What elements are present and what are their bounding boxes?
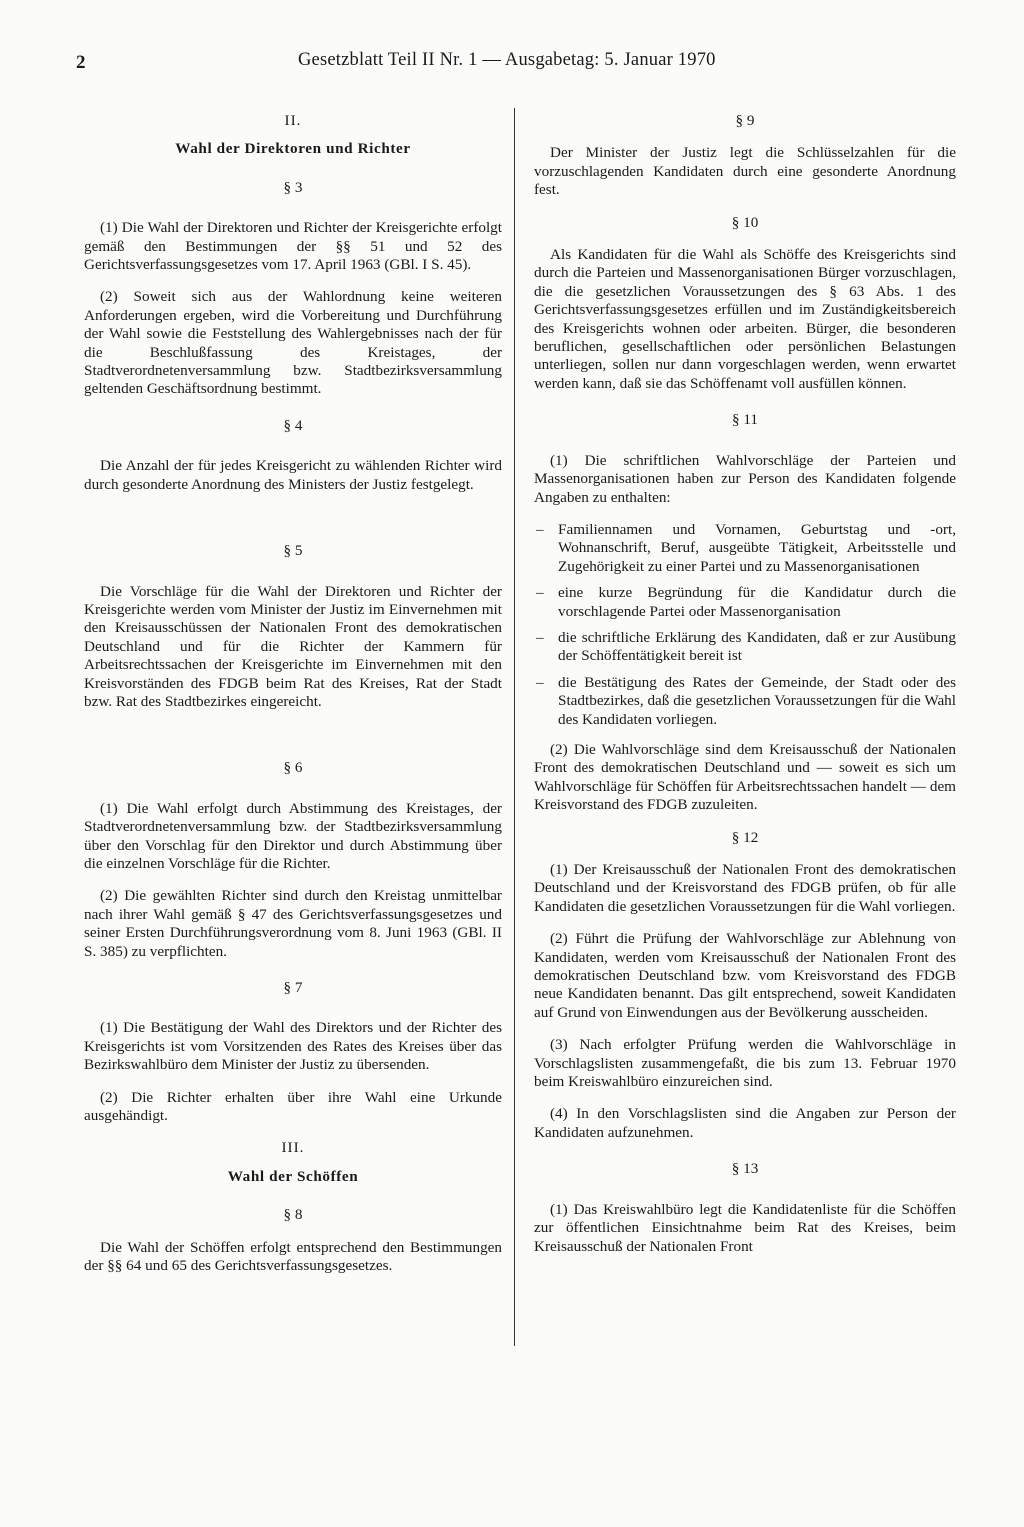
paragraph: (2) Die Richter erhalten über ihre Wahl eine Urkunde ausgehändigt. <box>84 1088 502 1125</box>
right-column <box>534 112 956 1270</box>
section-heading: § 12 <box>731 828 759 846</box>
list-item: – die schriftliche Erklärung des Kandidaten, daß er zur Ausübung der Schöffentätigkeit bereit ist <box>534 629 956 666</box>
paragraph: (1) Die Bestätigung der Wahl des Direktors und der Richter des Kreisgerichts ist vom Vorsitzenden des Rates des Kreises über das Bezirkswahlbüro dem Minister der Justiz zu übersenden. <box>84 1019 502 1074</box>
paragraph: Als Kandidaten für die Wahl als Schöffe des Kreisgerichts sind durch die Parteien und Massenorganisationen Bürger vorzuschlagen, die die gesetzlichen Voraussetzungen des § 63 Abs. 1 des Gerichtsverfassungsgesetzes erfüllen und im Zuständigkeitsbereich des Kreisgerichts wohnen oder arbeiten. Bürger, die besonderen beruflichen, gesellschaftlichen oder persönlichen Belastungen unterliegen, sollen nur dann vorgeschlagen werden, wenn erwartet werden kann, daß sie das Schöffenamt voll ausfüllen können. <box>534 246 956 392</box>
part-title: Wahl der Schöffen <box>227 1167 359 1185</box>
paragraph: Die Anzahl der für jedes Kreisgericht zu wählenden Richter wird durch gesonderte Anordnung des Ministers der Justiz festgelegt. <box>84 457 502 493</box>
spacer <box>84 508 502 524</box>
spacer <box>84 725 502 741</box>
running-head: Gesetzblatt Teil II Nr. 1 — Ausgabetag: 5. Januar 1970 <box>298 50 716 70</box>
part-numeral: III. <box>281 1139 305 1157</box>
section-heading: § 11 <box>731 411 758 429</box>
paragraph: Der Minister der Justiz legt die Schlüsselzahlen für die vorzuschlagenden Kandidaten durch eine gesonderte Anordnung fest. <box>534 144 956 199</box>
part-title: Wahl der Direktoren und Richter <box>175 140 411 158</box>
section-heading: § 9 <box>735 112 755 129</box>
list-item: – die Bestätigung des Rates der Gemeinde, der Stadt oder des Stadtbezirkes, daß die gesetzlichen Voraussetzungen für die Wahl des Kandidaten vorliegen. <box>534 674 956 729</box>
section-heading: § 4 <box>283 416 303 434</box>
paragraph: (4) In den Vorschlagslisten sind die Angaben zur Person der Kandidaten aufzunehmen. <box>534 1105 956 1141</box>
column-divider <box>514 108 515 1346</box>
paragraph: (1) Die Wahl erfolgt durch Abstimmung des Kreistages, der Stadtverordnetenversammlung bzw. der Stadtbezirksversammlung über den Vorschlag für den Direktor und durch Abstimmung über die einzelnen Vorschläge für die Richter. <box>84 799 502 872</box>
paragraph: (2) Soweit sich aus der Wahlordnung keine weiteren Anforderungen ergeben, wird die Vorbereitung und Durchführung der Wahl sowie die Feststellung des Wahlergebnisses nach der für die Beschlußfassung des Kreistages, der Stadtverordnetenversammlung bzw. Stadtbezirksversammlung geltenden Geschäftsordnung bestimmt. <box>84 288 502 398</box>
page-header <box>76 48 956 78</box>
page-number: 2 <box>76 52 86 73</box>
paragraph: Die Vorschläge für die Wahl der Direktoren und Richter der Kreisgerichte werden vom Minister der Justiz im Einvernehmen mit den Kreisausschüssen der Nationalen Front des demokratischen Deutschland und für die Richter der Kammern für Arbeitsrechtssachen der Kreisgerichte im Einvernehmen mit den Kreisvorständen des FDGB beim Rat des Kreises, Rat der Stadt bzw. Rat des Stadtbezirkes eingereicht. <box>84 582 502 710</box>
section-heading: § 10 <box>731 213 759 231</box>
paragraph: (1) Das Kreiswahlbüro legt die Kandidatenliste für die Schöffen zur öffentlichen Einsichtnahme beim Rat des Kreises, beim Kreisausschuß der Nationalen Front <box>534 1200 956 1255</box>
requirements-list <box>534 521 956 729</box>
list-item: – Familiennamen und Vornamen, Geburtstag und -ort, Wohnanschrift, Beruf, ausgeübte Tätigkeit, Arbeitsstelle und Zugehörigkeit zu einer Partei und zu Massenorganisationen <box>534 521 956 576</box>
section-heading: § 13 <box>731 1160 759 1178</box>
section-heading: § 5 <box>283 542 303 560</box>
part-numeral: II. <box>284 112 302 129</box>
left-column <box>84 112 502 1289</box>
list-item: – eine kurze Begründung für die Kandidatur durch die vorschlagende Partei oder Massenorganisation <box>534 584 956 621</box>
paragraph: (1) Die schriftlichen Wahlvorschläge der Parteien und Massenorganisationen haben zur Person des Kandidaten folgende Angaben zu enthalten: <box>534 451 956 506</box>
paragraph: (2) Führt die Prüfung der Wahlvorschläge zur Ablehnung von Kandidaten, werden vom Kreisausschuß der Nationalen Front des demokratischen Deutschland bzw. vom Kreisvorstand des FDGB neue Kandidaten benannt. Das gilt entsprechend, soweit Kandidaten auf Grund von Einwendungen aus der Bevölkerung ausscheiden. <box>534 930 956 1021</box>
paragraph: (1) Die Wahl der Direktoren und Richter der Kreisgerichte erfolgt gemäß den Bestimmungen der §§ 51 und 52 des Gerichtsverfassungsgesetzes vom 17. April 1963 (GBl. I S. 45). <box>84 219 502 274</box>
section-heading: § 7 <box>283 979 303 996</box>
section-heading: § 6 <box>283 759 303 777</box>
paragraph: (2) Die Wahlvorschläge sind dem Kreisausschuß der Nationalen Front des demokratischen Deutschland und — soweit es sich um Wahlvorschläge für Schöffen für Arbeitsrechtssachen handelt — dem Kreisvorstand des FDGB zuzuleiten. <box>534 740 956 814</box>
paragraph: Die Wahl der Schöffen erfolgt entsprechend den Bestimmungen der §§ 64 und 65 des Gerichtsverfassungsgesetzes. <box>84 1238 502 1275</box>
section-heading: § 3 <box>283 178 303 196</box>
paragraph: (2) Die gewählten Richter sind durch den Kreistag unmittelbar nach ihrer Wahl gemäß § 47 des Gerichtsverfassungsgesetzes und seiner Ersten Durchführungsverordnung vom 8. Juni 1963 (GBl. II S. 385) zu verpflichten. <box>84 887 502 960</box>
paragraph: (3) Nach erfolgter Prüfung werden die Wahlvorschläge in Vorschlagslisten zusammengefaßt, die bis zum 13. Februar 1970 beim Kreiswahlbüro einzureichen sind. <box>534 1036 956 1091</box>
section-heading: § 8 <box>283 1206 303 1224</box>
paragraph: (1) Der Kreisausschuß der Nationalen Front des demokratischen Deutschland und der Kreisvorstand des FDGB prüfen, ob für alle Kandidaten die gesetzlichen Voraussetzungen für die Wahl vorliegen. <box>534 861 956 915</box>
